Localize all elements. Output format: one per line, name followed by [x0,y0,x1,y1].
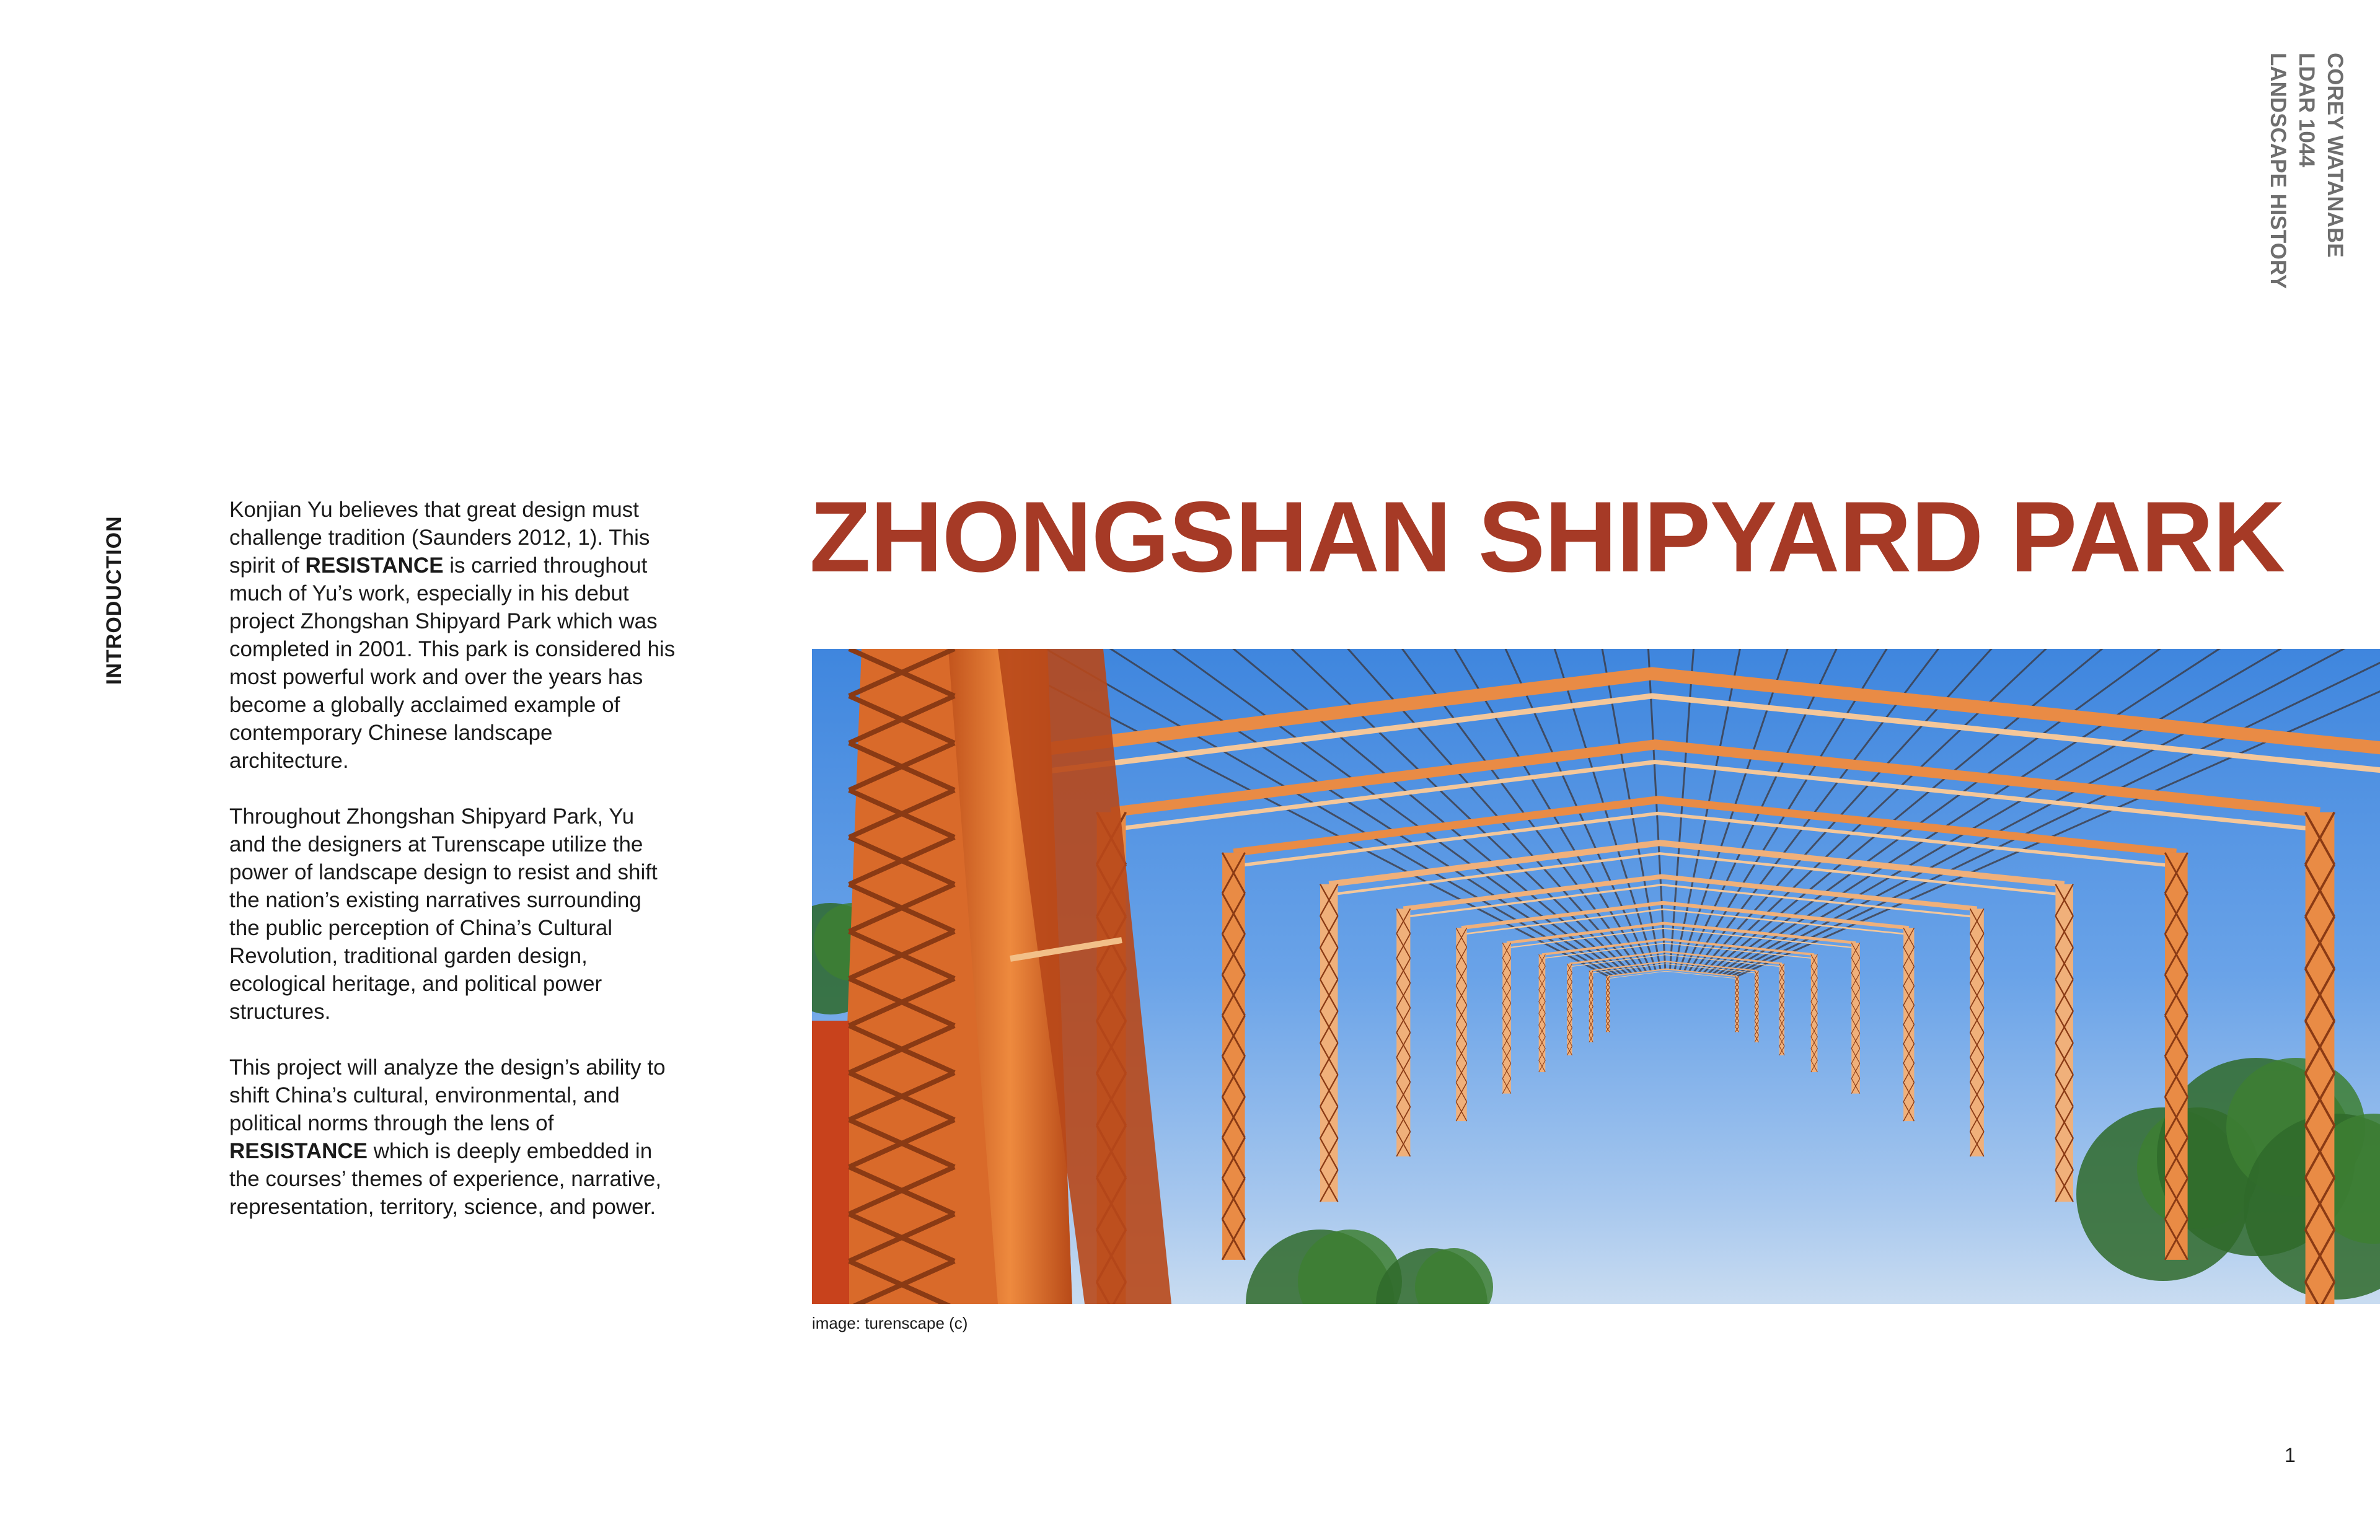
keyword-resistance: RESISTANCE [305,553,444,578]
author-name: COREY WATANABE [2323,53,2347,258]
hero-image [812,649,2380,1304]
intro-paragraph-2: Throughout Zhongshan Shipyard Park, Yu and the designers at Turenscape utilize the power of landscape design to resist and shift the nation’s existing narratives surrounding the public perception of China’s Cultural Revolution, traditional garden design, ecological heritage, and political power structures. [229,804,658,1024]
intro-paragraph-3: This project will analyze the design’s ability to shift China’s cultural, environmental, and political norms through the lens of RESISTANCE which is deeply embedded in the courses’ themes of experience, narrative, representation, territory, science, and power. [229,1055,666,1219]
section-label-introduction: INTRODUCTION [102,516,126,685]
intro-paragraph-1: Konjian Yu believes that great design must challenge tradition (Saunders 2012, 1). This spirit of RESISTANCE is carried throughout much of Yu’s work, especially in his debut project Zhongshan Shipyard Park which was completed in 2001. This park is considered his most powerful work and over the years has become a globally acclaimed example of contemporary Chinese landscape architecture. [229,498,676,773]
keyword-resistance: RESISTANCE [229,1139,368,1163]
page-title: ZHONGSHAN SHIPYARD PARK [809,481,2285,593]
course-code: LDAR 1044 [2294,53,2319,167]
page-number: 1 [2285,1444,2296,1466]
intro-text [229,496,676,1249]
image-caption: image: turenscape (c) [812,1314,968,1332]
course-name: LANDSCAPE HISTORY [2266,53,2290,289]
shipyard-truss-illustration [812,649,2380,1304]
author-info [2263,53,2349,289]
